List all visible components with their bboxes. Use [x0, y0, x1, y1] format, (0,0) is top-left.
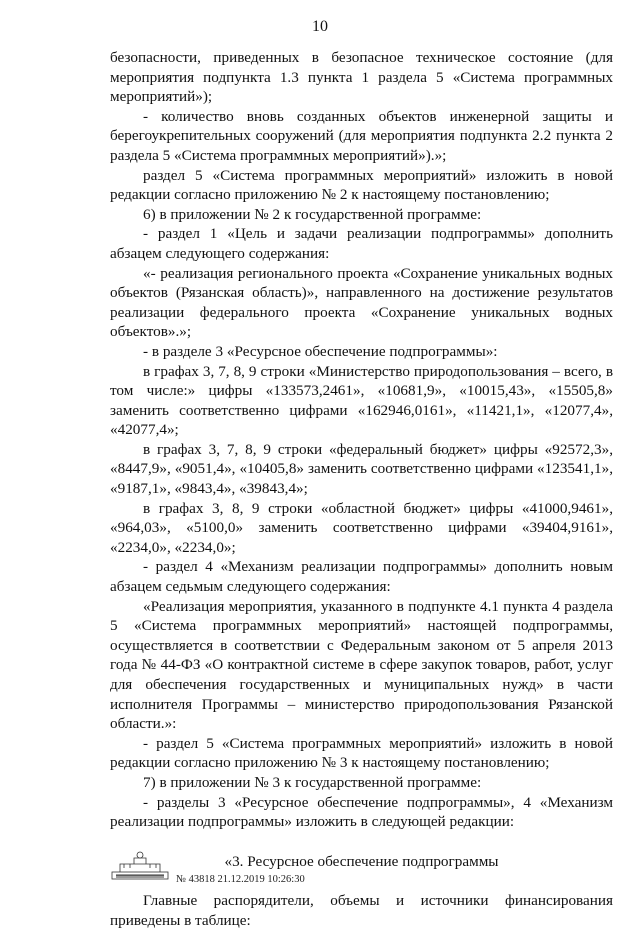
- paragraph-11: - раздел 4 «Механизм реализации подпрограммы» дополнить новым абзацем седьмым следующего содержания:: [110, 558, 613, 596]
- paragraph-14: 7) в приложении № 3 к государственной программе:: [143, 773, 482, 791]
- paragraph-12: «Реализация мероприятия, указанного в подпункте 4.1 пункта 4 раздела 5 «Система программных мероприятий» настоящей подпрограммы, осуществляется в соответствии с Федеральным законом от 5 апреля 2013 года № 44-ФЗ «О контрактной системе в сфере закупок товаров, работ, услуг для обеспечения государственных и муниципальных нужд» в части исполнителя Программы – министерство природопользования Рязанской области.»:: [110, 597, 613, 733]
- paragraph-4: 6) в приложении № 2 к государственной программе:: [143, 205, 482, 223]
- paragraph-9: в графах 3, 7, 8, 9 строки «федеральный бюджет» цифры «92572,3», «8447,9», «9051,4», «10405,8» заменить соответственно цифрами «123541,1», «9187,1», «9843,4», «39843,4»;: [110, 440, 613, 498]
- paragraph-13: - раздел 5 «Система программных мероприятий» изложить в новой редакции согласно приложению № 3 к настоящему постановлению;: [110, 734, 613, 772]
- document-footer: [110, 848, 410, 888]
- paragraph-8: в графах 3, 7, 8, 9 строки «Министерство природопользования – всего, в том числе:» цифры «133573,2461», «10681,9», «10015,43», «15505,8» заменить соответственно цифрами «162946,0161», «11421,1», «12077,4», «42077,4»;: [110, 362, 613, 439]
- paragraph-3: раздел 5 «Система программных мероприятий» изложить в новой редакции согласно приложению № 2 к настоящему постановлению;: [110, 166, 613, 204]
- paragraph-final: Главные распорядители, объемы и источники финансирования приведены в таблице:: [110, 892, 613, 929]
- section-heading: «3. Ресурсное обеспечение подпрограммы: [224, 852, 499, 870]
- paragraph-6: «- реализация регионального проекта «Сохранение уникальных водных объектов (Рязанская область)», направленного на достижение результатов реализации федерального проекта «Сохранение уникальных водных объектов».»;: [110, 264, 613, 341]
- paragraph-7: - в разделе 3 «Ресурсное обеспечение подпрограммы»:: [143, 342, 498, 360]
- document-body: [110, 48, 613, 931]
- paragraph-15: - разделы 3 «Ресурсное обеспечение подпрограммы», 4 «Механизм реализации подпрограммы» изложить в следующей редакции:: [110, 793, 613, 831]
- paragraph-5: - раздел 1 «Цель и задачи реализации подпрограммы» дополнить абзацем следующего содержания:: [110, 225, 613, 262]
- paragraph-1: безопасности, приведенных в безопасное техническое состояние (для мероприятия подпункта 1.3 пункта 1 раздела 5 «Система программных мероприятий»);: [110, 49, 613, 106]
- page-number: 10: [312, 18, 328, 35]
- registration-stamp: № 43818 21.12.2019 10:26:30: [176, 874, 305, 885]
- paragraph-2: - количество вновь созданных объектов инженерной защиты и берегоукрепительных сооружений (для мероприятия подпункта 2.2 пункта 2 раздела 5 «Система программных мероприятий»).»;: [110, 107, 613, 164]
- paragraph-10: в графах 3, 8, 9 строки «областной бюджет» цифры «41000,9461», «964,03», «5100,0» заменить соответственно цифрами «39404,9161», «2234,0», «2234,0»;: [110, 499, 613, 556]
- signature-seal-icon: [110, 848, 170, 884]
